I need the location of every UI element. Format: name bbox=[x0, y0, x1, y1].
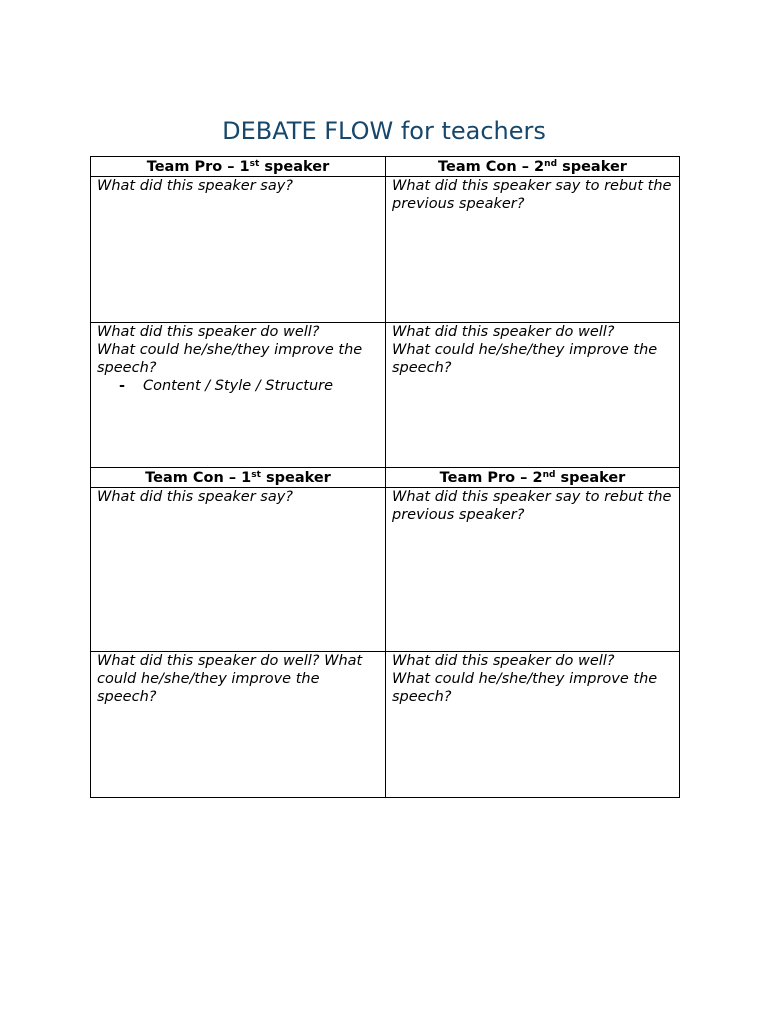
header-team-con-1st-speaker: Team Con – 1st speaker bbox=[91, 468, 386, 488]
do-well-prompt: What did this speaker do well? bbox=[392, 324, 615, 340]
do-well-prompt: What did this speaker do well? bbox=[392, 653, 615, 669]
round1-content-row bbox=[91, 177, 680, 323]
round2-header-row bbox=[91, 468, 680, 488]
rebut-prompt: What did this speaker say to rebut the previous speaker? bbox=[392, 489, 672, 523]
header-team-pro-1st-speaker: Team Pro – 1st speaker bbox=[91, 157, 386, 177]
round2-feedback-row bbox=[91, 652, 680, 798]
do-well-prompt: What did this speaker do well? bbox=[97, 324, 320, 340]
improve-prompt: What could he/she/they improve the speech? bbox=[392, 342, 658, 376]
pro-1st-feedback-cell[interactable] bbox=[91, 323, 386, 468]
con-2nd-notes-cell[interactable] bbox=[386, 177, 680, 323]
page-title: DEBATE FLOW for teachers bbox=[222, 117, 546, 145]
debate-flow-table bbox=[90, 156, 680, 798]
round1-feedback-row bbox=[91, 323, 680, 468]
pro-2nd-feedback-cell[interactable] bbox=[386, 652, 680, 798]
speaker-say-prompt: What did this speaker say? bbox=[97, 489, 293, 505]
criteria-bullet bbox=[97, 377, 379, 395]
con-1st-notes-cell[interactable] bbox=[91, 488, 386, 652]
round1-header-row bbox=[91, 157, 680, 177]
pro-1st-notes-cell[interactable] bbox=[91, 177, 386, 323]
feedback-prompt: What did this speaker do well? What could he/she/they improve the speech? bbox=[97, 653, 363, 705]
header-team-pro-2nd-speaker: Team Pro – 2nd speaker bbox=[386, 468, 680, 488]
round2-content-row bbox=[91, 488, 680, 652]
bullet-dash: - bbox=[119, 378, 126, 394]
speaker-say-prompt: What did this speaker say? bbox=[97, 178, 293, 194]
con-1st-feedback-cell[interactable] bbox=[91, 652, 386, 798]
con-2nd-feedback-cell[interactable] bbox=[386, 323, 680, 468]
improve-prompt: What could he/she/they improve the speech? bbox=[392, 671, 658, 705]
pro-2nd-notes-cell[interactable] bbox=[386, 488, 680, 652]
header-team-con-2nd-speaker: Team Con – 2nd speaker bbox=[386, 157, 680, 177]
criteria-text: Content / Style / Structure bbox=[143, 378, 334, 394]
rebut-prompt: What did this speaker say to rebut the previous speaker? bbox=[392, 178, 672, 212]
improve-prompt: What could he/she/they improve the speech? bbox=[97, 342, 363, 376]
